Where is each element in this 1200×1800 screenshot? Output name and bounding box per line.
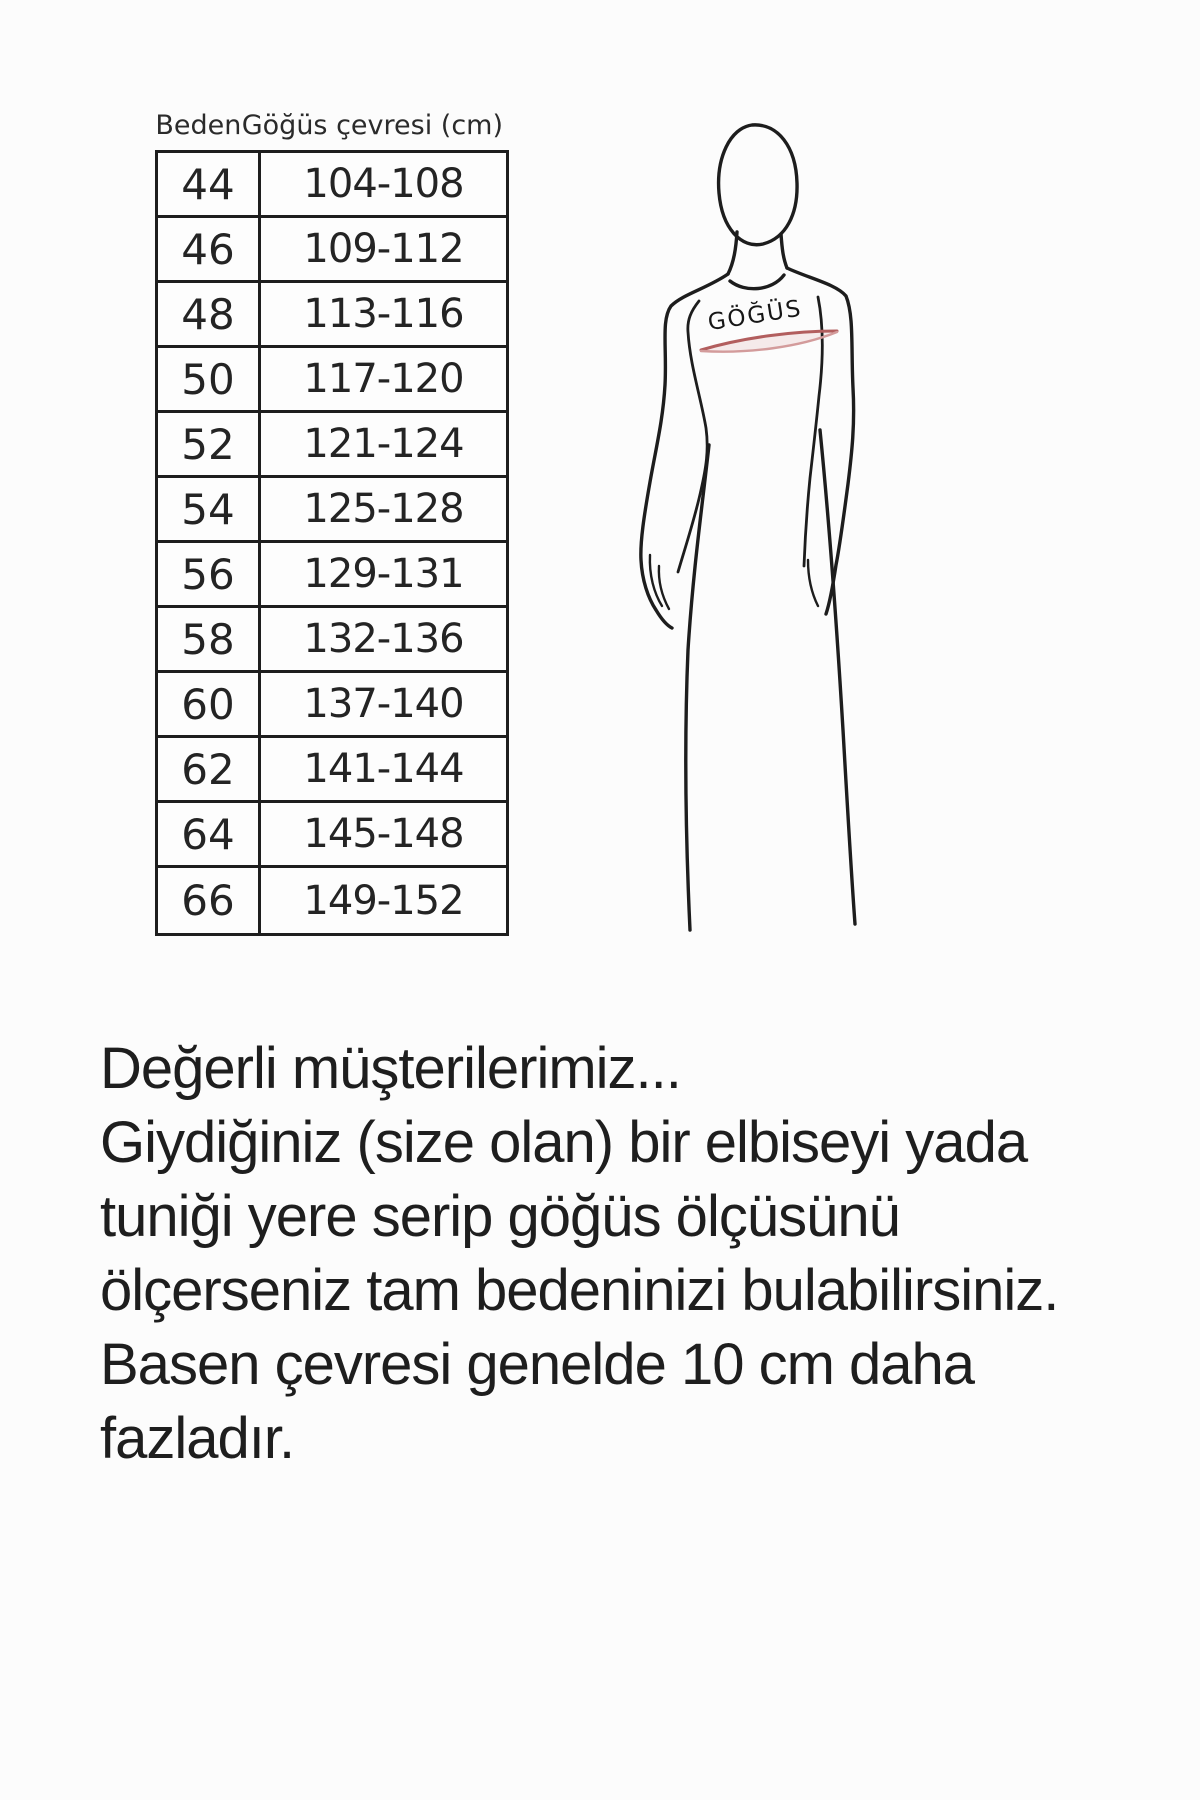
table-row	[158, 153, 506, 218]
size-cell: 54	[158, 478, 261, 540]
table-row	[158, 803, 506, 868]
note-line: Giydiğiniz (size olan) bir elbiseyi yada	[100, 1110, 1028, 1175]
table-row	[158, 673, 506, 738]
chest-label: GÖĞÜS	[706, 295, 805, 337]
table-row	[158, 283, 506, 348]
size-cell: 48	[158, 283, 261, 345]
note-line: Basen çevresi genelde 10 cm daha	[100, 1332, 975, 1397]
table-row	[158, 868, 506, 933]
body-outline	[641, 125, 855, 930]
chest-range-cell: 132-136	[303, 616, 464, 662]
chest-range-cell: 109-112	[303, 226, 464, 272]
chest-range-cell: 117-120	[303, 356, 464, 402]
size-cell: 50	[158, 348, 261, 410]
chest-range-cell: 141-144	[303, 746, 464, 792]
size-cell: 56	[158, 543, 261, 605]
table-row	[158, 348, 506, 413]
table-row	[158, 218, 506, 283]
note-line: ölçerseniz tam bedeninizi bulabilirsiniz.	[100, 1258, 1059, 1323]
size-cell: 62	[158, 738, 261, 800]
table-row	[158, 543, 506, 608]
chest-range-cell: 113-116	[303, 291, 464, 337]
size-cell: 52	[158, 413, 261, 475]
chest-range-cell: 104-108	[303, 161, 464, 207]
size-cell: 58	[158, 608, 261, 670]
measurement-figure-illustration	[600, 100, 900, 960]
chest-range-cell: 137-140	[303, 681, 464, 727]
note-line: tuniği yere serip göğüs ölçüsünü	[100, 1184, 900, 1249]
size-cell: 46	[158, 218, 261, 280]
size-cell: 66	[158, 868, 261, 933]
table-row	[158, 413, 506, 478]
size-table	[155, 150, 509, 936]
table-row	[158, 738, 506, 803]
table-row	[158, 478, 506, 543]
size-column-header: Beden	[155, 110, 242, 141]
size-cell: 64	[158, 803, 261, 865]
size-cell: 60	[158, 673, 261, 735]
chest-range-cell: 121-124	[303, 421, 464, 467]
table-header	[155, 110, 503, 141]
chest-range-cell: 149-152	[303, 877, 464, 924]
chest-column-header: Göğüs çevresi (cm)	[241, 110, 503, 141]
note-line: fazladır.	[100, 1406, 295, 1471]
chest-range-cell: 145-148	[303, 811, 464, 857]
customer-note	[100, 1032, 1200, 1476]
note-line: Değerli müşterilerimiz...	[100, 1036, 681, 1101]
size-cell: 44	[158, 153, 261, 215]
chest-range-cell: 125-128	[303, 486, 464, 532]
chest-range-cell: 129-131	[303, 551, 464, 597]
table-row	[158, 608, 506, 673]
